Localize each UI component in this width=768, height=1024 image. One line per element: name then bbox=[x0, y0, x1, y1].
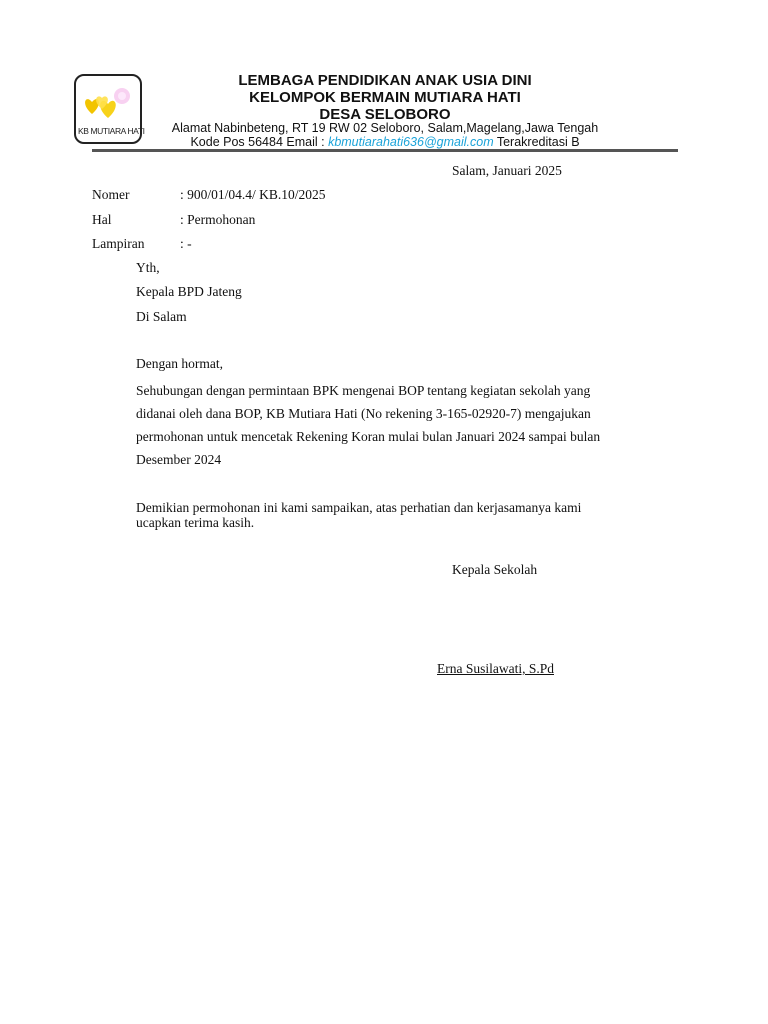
greeting: Dengan hormat, bbox=[136, 356, 223, 371]
body-paragraph-request bbox=[136, 379, 666, 471]
header-institution: LEMBAGA PENDIDIKAN ANAK USIA DINI bbox=[238, 72, 532, 89]
hearts-logo-icon bbox=[82, 84, 138, 124]
paragraph-line: didanai oleh dana BOP, KB Mutiara Hati (No rekening 3-165-02920-7) mengajukan bbox=[136, 406, 591, 421]
signature-name: Erna Susilawati, S.Pd bbox=[437, 661, 554, 676]
meta-subject-value: : Permohonan bbox=[180, 212, 256, 227]
meta-number-label: Nomer bbox=[92, 187, 130, 202]
header-address: Alamat Nabinbeteng, RT 19 RW 02 Seloboro, Salam,Magelang,Jawa Tengah bbox=[171, 121, 599, 135]
letter-date: Salam, Januari 2025 bbox=[452, 163, 562, 178]
header-school-name: KELOMPOK BERMAIN MUTIARA HATI bbox=[249, 89, 521, 106]
recipient-location: Di Salam bbox=[136, 309, 187, 324]
email-link[interactable]: kbmutiarahati636@gmail.com bbox=[328, 135, 494, 149]
paragraph-line: ucapkan terima kasih. bbox=[136, 515, 255, 530]
header-contact bbox=[146, 135, 624, 149]
recipient: Kepala BPD Jateng bbox=[136, 284, 242, 299]
school-logo bbox=[74, 74, 145, 144]
postal-code-label: Kode Pos 56484 Email : bbox=[190, 135, 329, 149]
header-divider bbox=[92, 149, 678, 152]
salutation: Yth, bbox=[136, 260, 160, 275]
paragraph-line: Demikian permohonan ini kami sampaikan, atas perhatian dan kerjasamanya kami bbox=[136, 500, 582, 515]
meta-attachment-value: : - bbox=[180, 236, 192, 251]
meta-attachment-label: Lampiran bbox=[92, 236, 145, 251]
header-village: DESA SELOBORO bbox=[319, 106, 451, 123]
logo-caption: KB MUTIARA HATI bbox=[78, 126, 145, 136]
body-paragraph-closing bbox=[136, 500, 666, 530]
paragraph-line: permohonan untuk mencetak Rekening Koran mulai bulan Januari 2024 sampai bulan bbox=[136, 429, 601, 444]
paragraph-line: Sehubungan dengan permintaan BPK mengenai BOP tentang kegiatan sekolah yang bbox=[136, 383, 591, 398]
paragraph-line: Desember 2024 bbox=[136, 452, 222, 467]
signature-title: Kepala Sekolah bbox=[452, 562, 538, 577]
meta-subject-label: Hal bbox=[92, 212, 112, 227]
accreditation-label: Terakreditasi B bbox=[493, 135, 580, 149]
meta-number-value: : 900/01/04.4/ KB.10/2025 bbox=[180, 187, 326, 202]
